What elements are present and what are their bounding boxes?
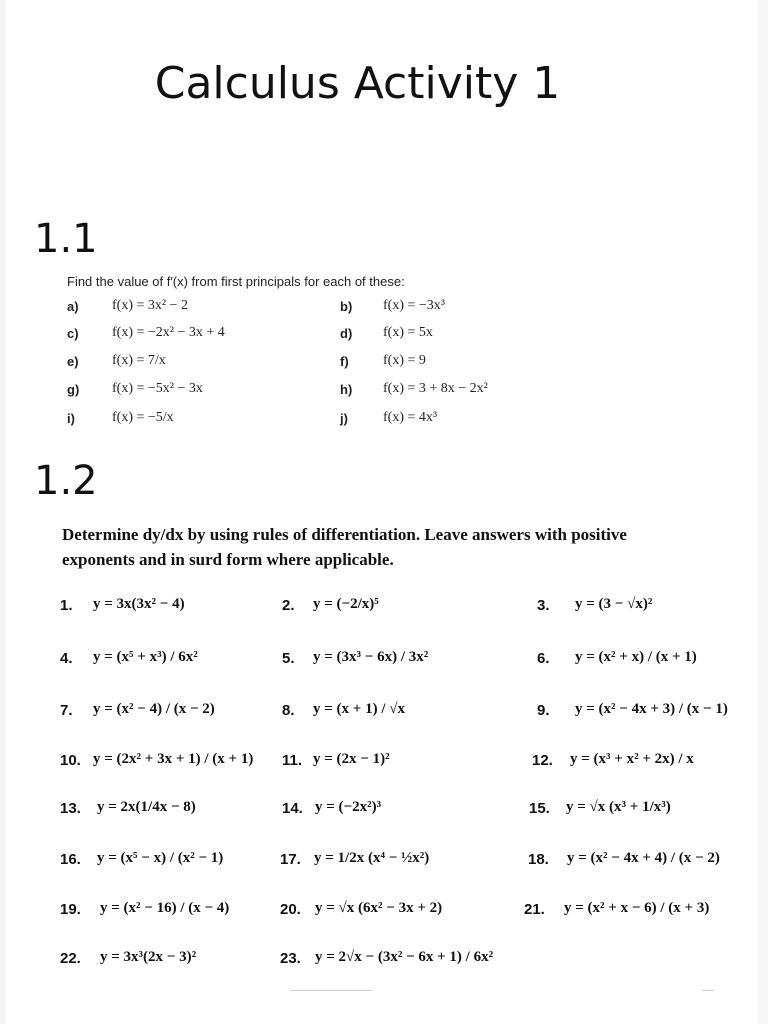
item-expression: f(x) = −5x² − 3x — [112, 381, 203, 396]
item-label: a) — [67, 299, 79, 314]
problem-expression: y = 2√x − (3x² − 6x + 1) / 6x² — [315, 949, 494, 965]
problem-number: 23. — [280, 950, 301, 967]
item-label: b) — [340, 299, 353, 314]
problem-expression: y = 2x(1/4x − 8) — [97, 799, 196, 815]
problem-expression: y = (x² − 16) / (x − 4) — [100, 900, 230, 916]
bottom-rule — [702, 990, 714, 991]
problem-expression: y = (x² + x − 6) / (x + 3) — [564, 900, 710, 916]
problem-expression: y = (3x³ − 6x) / 3x² — [313, 649, 429, 665]
problem-number: 3. — [537, 597, 550, 614]
section-heading-1-1: 1.1 — [34, 216, 98, 262]
problem-expression: y = (−2x²)³ — [315, 799, 382, 815]
problem-expression: y = (x³ + x² + 2x) / x — [570, 751, 694, 767]
item-expression: f(x) = −2x² − 3x + 4 — [112, 325, 225, 340]
problem-expression: y = 3x³(2x − 3)² — [100, 949, 197, 965]
page-title: Calculus Activity 1 — [154, 58, 561, 109]
problem-number: 2. — [282, 597, 295, 614]
problem-expression: y = (3 − √x)² — [575, 596, 653, 612]
problem-expression: y = (x² − 4) / (x − 2) — [93, 701, 215, 717]
problem-expression: y = 1/2x (x⁴ − ½x²) — [314, 850, 430, 866]
problem-number: 16. — [60, 851, 81, 868]
problem-number: 12. — [532, 752, 553, 769]
problem-number: 14. — [282, 800, 303, 817]
problem-number: 22. — [60, 950, 81, 967]
problem-number: 18. — [528, 851, 549, 868]
item-label: d) — [340, 326, 353, 341]
right-page-edge — [758, 0, 768, 1024]
problem-expression: y = √x (6x² − 3x + 2) — [315, 900, 443, 916]
left-page-edge — [0, 0, 6, 1024]
item-label: e) — [67, 354, 79, 369]
item-expression: f(x) = 3x² − 2 — [112, 298, 188, 313]
problem-number: 8. — [282, 702, 295, 719]
problem-number: 6. — [537, 650, 550, 667]
item-label: h) — [340, 382, 353, 397]
item-expression: f(x) = 7/x — [112, 353, 166, 368]
item-label: i) — [67, 411, 75, 426]
problem-number: 11. — [282, 752, 303, 769]
problem-expression: y = (x² − 4x + 3) / (x − 1) — [575, 701, 728, 717]
item-label: c) — [67, 326, 79, 341]
section-1-2-instruction: Determine dy/dx by using rules of differentiation. Leave answers with positive exponents and in surd form where applicable. — [62, 525, 627, 569]
problem-number: 20. — [280, 901, 301, 918]
problem-expression: y = (x² + x) / (x + 1) — [575, 649, 697, 665]
item-expression: f(x) = −5/x — [112, 410, 174, 425]
section-heading-1-2: 1.2 — [34, 458, 98, 504]
problem-expression: y = (2x² + 3x + 1) / (x + 1) — [93, 751, 254, 767]
item-label: g) — [67, 382, 80, 397]
problem-number: 17. — [280, 851, 301, 868]
item-expression: f(x) = 5x — [383, 325, 433, 340]
problem-expression: y = (x + 1) / √x — [313, 701, 405, 717]
problem-number: 13. — [60, 800, 81, 817]
problem-expression: y = 3x(3x² − 4) — [93, 596, 185, 612]
problem-expression: y = (x⁵ + x³) / 6x² — [93, 649, 198, 665]
item-label: f) — [340, 354, 349, 369]
problem-expression: y = (x⁵ − x) / (x² − 1) — [97, 850, 224, 866]
item-expression: f(x) = 3 + 8x − 2x² — [383, 381, 488, 396]
problem-number: 9. — [537, 702, 550, 719]
problem-expression: y = (x² − 4x + 4) / (x − 2) — [567, 850, 720, 866]
item-label: j) — [340, 411, 348, 426]
problem-number: 4. — [60, 650, 73, 667]
problem-number: 7. — [60, 702, 73, 719]
problem-number: 10. — [60, 752, 81, 769]
problem-number: 15. — [529, 800, 550, 817]
problem-expression: y = (−2/x)⁵ — [313, 596, 379, 612]
problem-number: 5. — [282, 650, 295, 667]
bottom-rule — [290, 990, 372, 991]
problem-number: 21. — [524, 901, 545, 918]
problem-expression: y = (2x − 1)² — [313, 751, 390, 767]
item-expression: f(x) = 9 — [383, 353, 426, 368]
problem-expression: y = √x (x³ + 1/x³) — [566, 799, 671, 815]
problem-number: 19. — [60, 901, 81, 918]
section-1-1-instruction: Find the value of f′(x) from first principals for each of these: — [67, 274, 405, 289]
item-expression: f(x) = −3x³ — [383, 298, 445, 313]
item-expression: f(x) = 4x³ — [383, 410, 438, 425]
problem-number: 1. — [60, 597, 73, 614]
